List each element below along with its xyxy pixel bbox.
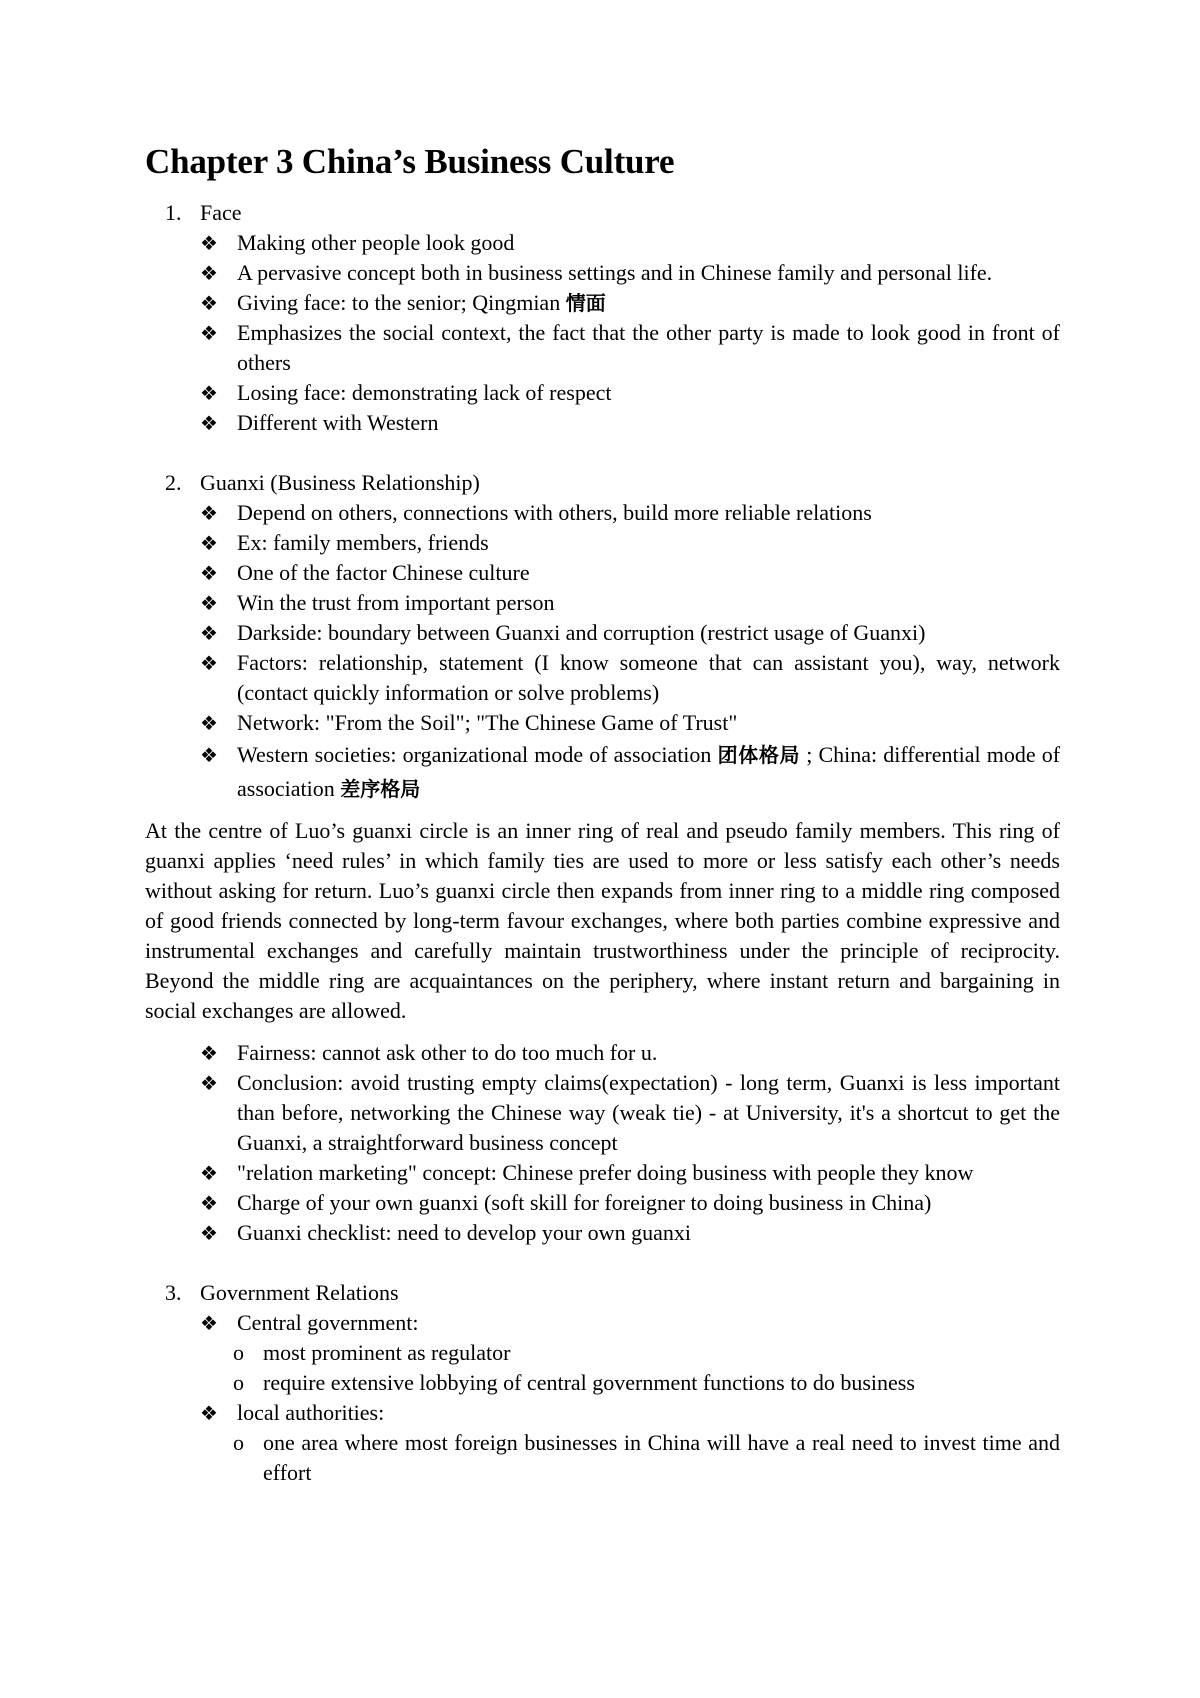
section-title: Government Relations — [200, 1280, 399, 1305]
list-item-text: "relation marketing" concept: Chinese prefer doing business with people they know — [237, 1160, 974, 1185]
list-item-text: Fairness: cannot ask other to do too much for u. — [237, 1040, 658, 1065]
diamond-bullet-icon: ❖ — [200, 531, 218, 555]
circle-bullet-icon: o — [233, 1340, 244, 1365]
section-heading — [145, 198, 1060, 228]
diamond-bullet-icon: ❖ — [200, 1161, 218, 1185]
diamond-bullet-icon: ❖ — [200, 651, 218, 675]
spacer — [145, 1248, 1060, 1278]
sub-list — [233, 1338, 1060, 1398]
section-government — [145, 1278, 1060, 1488]
list-item — [200, 588, 1060, 618]
list-item-text: Depend on others, connections with others, build more reliable relations — [237, 500, 872, 525]
list-item — [200, 1038, 1060, 1068]
section-title: Face — [200, 200, 242, 225]
list-item — [200, 738, 1061, 806]
list-item-text: Win the trust from important person — [237, 590, 555, 615]
sub-list-item-text: one area where most foreign businesses in China will have a real need to invest time and effort — [263, 1430, 1060, 1485]
cjk-term: 情面 — [565, 291, 606, 315]
list-item — [200, 1158, 1060, 1188]
list-item-text: Conclusion: avoid trusting empty claims(expectation) - long term, Guanxi is less important than before, networking the Chinese way (weak tie) - at University, it's a shortcut to get the Guanxi, a straightforward business concept — [237, 1070, 1060, 1155]
list-item-text: Different with Western — [237, 410, 439, 435]
list-item-text: Network: "From the Soil"; "The Chinese Game of Trust" — [237, 710, 738, 735]
list-item — [200, 378, 1060, 408]
list-item-text: One of the factor Chinese culture — [237, 560, 530, 585]
diamond-bullet-icon: ❖ — [200, 1041, 218, 1065]
diamond-bullet-icon: ❖ — [200, 1191, 218, 1215]
chapter-title: Chapter 3 China’s Business Culture — [145, 142, 675, 181]
list-item — [200, 408, 1060, 438]
document-content — [145, 140, 1060, 1488]
cjk-term: 团体格局 — [717, 743, 801, 767]
diamond-bullet-icon: ❖ — [200, 261, 218, 285]
diamond-bullet-icon: ❖ — [200, 621, 218, 645]
diamond-bullet-icon: ❖ — [200, 291, 218, 315]
list-item — [200, 318, 1060, 378]
list-item — [200, 528, 1060, 558]
list-item-text: Western societies: organizational mode of association — [237, 742, 712, 767]
cjk-term: 差序格局 — [340, 777, 421, 801]
list-item-text: local authorities: — [237, 1400, 385, 1425]
list-item-text: Giving face: to the senior; Qingmian — [237, 290, 561, 315]
section-number: 3. — [165, 1280, 182, 1305]
list-item — [200, 1218, 1060, 1248]
list-item — [200, 648, 1060, 708]
list-item — [200, 618, 1060, 648]
list-item-text: Emphasizes the social context, the fact that the other party is made to look good in front of others — [237, 320, 1060, 375]
section-number: 2. — [165, 470, 182, 495]
section-number: 1. — [165, 200, 182, 225]
diamond-bullet-icon: ❖ — [200, 1311, 218, 1335]
diamond-bullet-icon: ❖ — [200, 501, 218, 525]
sub-list-item — [233, 1428, 1060, 1488]
sub-list-item — [233, 1368, 1060, 1398]
diamond-bullet-icon: ❖ — [200, 1221, 218, 1245]
section-face — [145, 198, 1060, 438]
diamond-bullet-icon: ❖ — [200, 381, 218, 405]
diamond-bullet-icon: ❖ — [200, 411, 218, 435]
list-item — [200, 1308, 1060, 1398]
bullet-list — [145, 1038, 1060, 1248]
sub-list-item-text: most prominent as regulator — [263, 1340, 511, 1365]
bullet-list — [145, 498, 1060, 806]
list-item — [200, 708, 1060, 738]
list-item — [200, 288, 1060, 318]
list-item-text: Factors: relationship, statement (I know someone that can assistant you), way, network (contact quickly information or solve problems) — [237, 650, 1060, 705]
diamond-bullet-icon: ❖ — [200, 743, 218, 767]
list-item — [200, 228, 1060, 258]
list-item-text: Darkside: boundary between Guanxi and corruption (restrict usage of Guanxi) — [237, 620, 926, 645]
list-item — [200, 558, 1060, 588]
section-heading — [145, 468, 1060, 498]
diamond-bullet-icon: ❖ — [200, 561, 218, 585]
list-item-text: Central government: — [237, 1310, 419, 1335]
spacer — [145, 438, 1060, 468]
list-item — [200, 258, 1060, 288]
sub-list-item — [233, 1338, 1060, 1368]
diamond-bullet-icon: ❖ — [200, 321, 218, 345]
sub-list — [233, 1428, 1060, 1488]
diamond-bullet-icon: ❖ — [200, 591, 218, 615]
sub-list-item-text: require extensive lobbying of central government functions to do business — [263, 1370, 915, 1395]
list-item — [200, 498, 1060, 528]
diamond-bullet-icon: ❖ — [200, 1401, 218, 1425]
bullet-list — [145, 228, 1060, 438]
list-item-text: Guanxi checklist: need to develop your own guanxi — [237, 1220, 691, 1245]
section-guanxi — [145, 468, 1060, 1248]
list-item — [200, 1398, 1060, 1488]
list-item — [200, 1068, 1060, 1158]
list-item-text: A pervasive concept both in business settings and in Chinese family and personal life. — [237, 260, 993, 285]
circle-bullet-icon: o — [233, 1430, 244, 1455]
list-item — [200, 1188, 1060, 1218]
list-item-text: Ex: family members, friends — [237, 530, 489, 555]
diamond-bullet-icon: ❖ — [200, 1071, 218, 1095]
diamond-bullet-icon: ❖ — [200, 711, 218, 735]
diamond-bullet-icon: ❖ — [200, 231, 218, 255]
list-item-text: Making other people look good — [237, 230, 515, 255]
bullet-list — [145, 1308, 1060, 1488]
circle-bullet-icon: o — [233, 1370, 244, 1395]
list-item-text: Charge of your own guanxi (soft skill for foreigner to doing business in China) — [237, 1190, 932, 1215]
body-paragraph: At the centre of Luo’s guanxi circle is an inner ring of real and pseudo family members. This ring of guanxi applies ‘need rules’ in which family ties are used to more or less satisfy each other’s needs without asking for return. Luo’s guanxi circle then expands from inner ring to a middle ring composed of good friends connected by long-term favour exchanges, where both parties combine expressive and instrumental exchanges and carefully maintain trustworthiness under the principle of reciprocity. Beyond the middle ring are acquaintances on the periphery, where instant return and bargaining in social exchanges are allowed. — [145, 818, 1060, 1023]
list-item-text: Losing face: demonstrating lack of respect — [237, 380, 612, 405]
section-title: Guanxi (Business Relationship) — [200, 470, 480, 495]
section-heading — [145, 1278, 1060, 1308]
list-item-text: ; China: differential mode of association — [237, 742, 1061, 801]
